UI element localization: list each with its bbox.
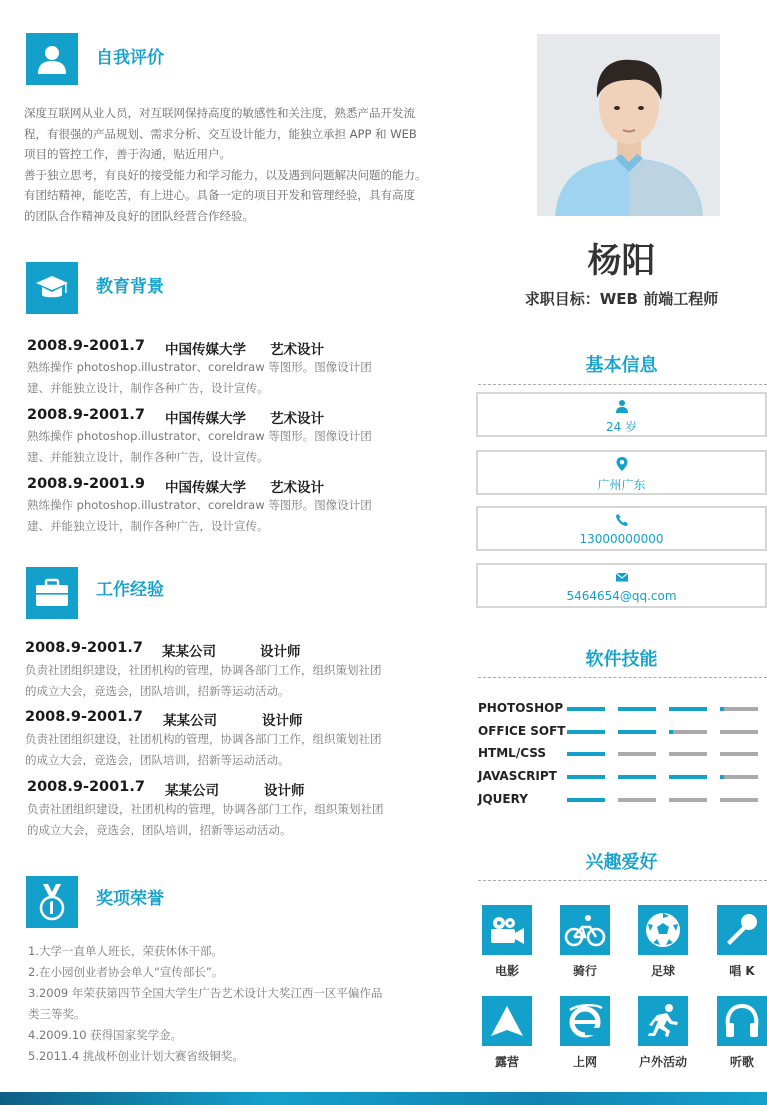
bicycle-icon bbox=[560, 905, 610, 955]
skill-level-segment bbox=[720, 775, 758, 779]
work-desc-line: 负责社团组织建设，社团机构的管理，协调各部门工作，组织策划社团 bbox=[25, 663, 382, 677]
education-major: 艺术设计 bbox=[270, 480, 324, 496]
work-desc-line: 负责社团组织建设，社团机构的管理，协调各部门工作，组织策划社团 bbox=[25, 732, 382, 746]
work-desc-line: 的成立大会，竞选会，团队培训，招新等运动活动。 bbox=[25, 684, 290, 698]
phone-icon bbox=[615, 513, 629, 527]
work-company: 某某公司 bbox=[162, 644, 216, 660]
self-eval-line: 善于独立思考，有良好的接受能力和学习能力，以及遇到问题解决问题的能力。 bbox=[24, 167, 427, 182]
education-desc-line: 熟练操作 photoshop.illustrator、coreldraw 等图形。图像设计团 bbox=[27, 498, 372, 512]
education-desc bbox=[27, 426, 372, 468]
info-age bbox=[476, 392, 767, 437]
info-email bbox=[476, 563, 767, 608]
skill-name: JQUERY bbox=[478, 792, 528, 806]
person-icon bbox=[36, 43, 68, 75]
awards-list bbox=[28, 941, 408, 1067]
award-item: 2.在小园创业者协会单人“宣传部长”。 bbox=[28, 965, 224, 979]
award-item: 5.2011.4 挑战杯创业计划大赛省级铜奖。 bbox=[28, 1049, 244, 1063]
work-title: 工作经验 bbox=[96, 580, 164, 600]
skill-level-segment bbox=[567, 798, 605, 802]
education-school: 中国传媒大学 bbox=[165, 342, 246, 358]
skill-level-segment bbox=[567, 752, 605, 756]
award-item: 1.大学一直单人班长，荣获休休干部。 bbox=[28, 944, 223, 958]
award-item: 3.2009 年荣获第四节全国大学生广告艺术设计大奖江西一区平偏作品 bbox=[28, 986, 383, 1000]
work-desc bbox=[25, 729, 382, 771]
microphone-icon bbox=[717, 905, 767, 955]
education-desc-line: 建、并能独立设计，制作各种广告，设计宣传。 bbox=[27, 519, 269, 533]
hobby-label: 听歌 bbox=[729, 1055, 754, 1069]
skill-name: PHOTOSHOP bbox=[478, 701, 564, 715]
awards-section-icon bbox=[26, 876, 78, 928]
hobby-label: 户外活动 bbox=[638, 1055, 687, 1069]
awards-title: 奖项荣誉 bbox=[96, 889, 164, 909]
skill-name: HTML/CSS bbox=[478, 746, 546, 760]
hobby-label: 唱 K bbox=[729, 964, 755, 978]
education-desc-line: 建、并能独立设计，制作各种广告，设计宣传。 bbox=[27, 450, 269, 464]
skill-level-segment bbox=[669, 730, 707, 734]
education-school: 中国传媒大学 bbox=[165, 480, 246, 496]
skill-level-segment bbox=[720, 798, 758, 802]
info-phone bbox=[476, 506, 767, 551]
education-desc bbox=[27, 495, 372, 537]
skill-level-segment bbox=[618, 707, 656, 711]
tent-icon bbox=[482, 996, 532, 1046]
education-title: 教育背景 bbox=[96, 277, 164, 297]
education-date: 2008.9-2001.7 bbox=[27, 407, 145, 423]
skill-level-segment bbox=[618, 798, 656, 802]
skill-level-segment bbox=[567, 775, 605, 779]
skill-level-segment bbox=[669, 775, 707, 779]
skill-level-segment bbox=[567, 707, 605, 711]
work-company: 某某公司 bbox=[165, 783, 219, 799]
self-eval-line: 程，有很强的产品规划、需求分析、交互设计能力，能独立承担 APP 和 WEB bbox=[24, 126, 417, 141]
skill-level-segment bbox=[720, 752, 758, 756]
graduation-cap-icon bbox=[34, 272, 70, 304]
running-icon bbox=[638, 996, 688, 1046]
skill-name: OFFICE SOFT bbox=[478, 724, 566, 738]
info-location bbox=[476, 450, 767, 495]
mail-icon bbox=[615, 570, 629, 584]
skill-level-segment bbox=[669, 798, 707, 802]
education-desc-line: 建、并能独立设计，制作各种广告，设计宣传。 bbox=[27, 381, 269, 395]
self-eval-title: 自我评价 bbox=[96, 48, 164, 68]
self-eval-line: 项目的管控工作，善于沟通，贴近用户。 bbox=[24, 147, 231, 162]
skill-level-segment bbox=[669, 707, 707, 711]
divider bbox=[478, 384, 767, 385]
skill-level-segment bbox=[720, 707, 758, 711]
hobbies-title: 兴趣爱好 bbox=[585, 852, 658, 873]
work-desc-line: 的成立大会，竞选会，团队培训，招新等运动活动。 bbox=[25, 753, 290, 767]
skill-level-segment bbox=[618, 752, 656, 756]
job-objective: 求职目标：WEB 前端工程师 bbox=[524, 290, 719, 308]
skill-level-segment bbox=[618, 775, 656, 779]
skill-name: JAVASCRIPT bbox=[478, 769, 557, 783]
briefcase-icon bbox=[34, 578, 70, 608]
hobby-label: 骑行 bbox=[572, 964, 597, 978]
profile-photo bbox=[537, 34, 720, 216]
skill-level-segment bbox=[669, 752, 707, 756]
soccer-ball-icon bbox=[638, 905, 688, 955]
divider bbox=[478, 880, 767, 881]
education-date: 2008.9-2001.7 bbox=[27, 338, 145, 354]
internet-explorer-icon bbox=[560, 996, 610, 1046]
education-desc-line: 熟练操作 photoshop.illustrator、coreldraw 等图形。图像设计团 bbox=[27, 360, 372, 374]
hobby-label: 露营 bbox=[494, 1055, 519, 1069]
education-date: 2008.9-2001.9 bbox=[27, 476, 145, 492]
education-major: 艺术设计 bbox=[270, 411, 324, 427]
hobby-label: 电影 bbox=[494, 964, 519, 978]
work-desc-line: 负责社团组织建设，社团机构的管理，协调各部门工作，组织策划社团 bbox=[27, 802, 384, 816]
info-phone-text: 13000000000 bbox=[579, 532, 664, 546]
self-eval-text bbox=[24, 103, 434, 227]
divider bbox=[478, 677, 767, 678]
work-section-icon bbox=[26, 567, 78, 619]
skills-title: 软件技能 bbox=[585, 649, 658, 670]
skill-level-segment bbox=[618, 730, 656, 734]
work-role: 设计师 bbox=[260, 644, 301, 660]
self-eval-section-icon bbox=[26, 33, 78, 85]
work-desc bbox=[27, 799, 384, 841]
profile-name: 杨阳 bbox=[587, 241, 656, 281]
info-location-text: 广州广东 bbox=[597, 478, 646, 492]
basic-info-title: 基本信息 bbox=[585, 355, 658, 376]
hobby-label: 上网 bbox=[572, 1055, 597, 1069]
work-desc bbox=[25, 660, 382, 702]
skill-level-segment bbox=[567, 730, 605, 734]
info-age-text: 24 岁 bbox=[605, 420, 638, 434]
work-date: 2008.9-2001.7 bbox=[25, 640, 143, 656]
skill-level-segment bbox=[720, 730, 758, 734]
work-role: 设计师 bbox=[262, 713, 303, 729]
self-eval-line: 有团结精神，能吃苦，有上进心。具备一定的项目开发和管理经验，具有高度 bbox=[24, 188, 415, 203]
education-section-icon bbox=[26, 262, 78, 314]
work-date: 2008.9-2001.7 bbox=[27, 779, 145, 795]
location-pin-icon bbox=[615, 457, 629, 471]
info-email-text: 5464654@qq.com bbox=[566, 589, 677, 603]
headphones-icon bbox=[717, 996, 767, 1046]
video-camera-icon bbox=[482, 905, 532, 955]
education-school: 中国传媒大学 bbox=[165, 411, 246, 427]
hobby-label: 足球 bbox=[650, 964, 675, 978]
education-major: 艺术设计 bbox=[270, 342, 324, 358]
self-eval-line: 的团队合作精神及良好的团队经营合作经验。 bbox=[24, 208, 254, 223]
work-date: 2008.9-2001.7 bbox=[25, 709, 143, 725]
medal-icon bbox=[37, 882, 67, 922]
award-item: 4.2009.10 获得国家奖学金。 bbox=[28, 1028, 183, 1042]
education-desc-line: 熟练操作 photoshop.illustrator、coreldraw 等图形。图像设计团 bbox=[27, 429, 372, 443]
work-desc-line: 的成立大会，竞选会，团队培训，招新等运动活动。 bbox=[27, 823, 292, 837]
person-icon bbox=[615, 399, 629, 413]
bottom-decoration-bar bbox=[0, 1092, 767, 1105]
education-desc bbox=[27, 357, 372, 399]
work-company: 某某公司 bbox=[163, 713, 217, 729]
award-item: 类三等奖。 bbox=[28, 1007, 86, 1021]
work-role: 设计师 bbox=[264, 783, 305, 799]
self-eval-line: 深度互联网从业人员，对互联网保持高度的敏感性和关注度，熟悉产品开发流 bbox=[24, 106, 415, 120]
